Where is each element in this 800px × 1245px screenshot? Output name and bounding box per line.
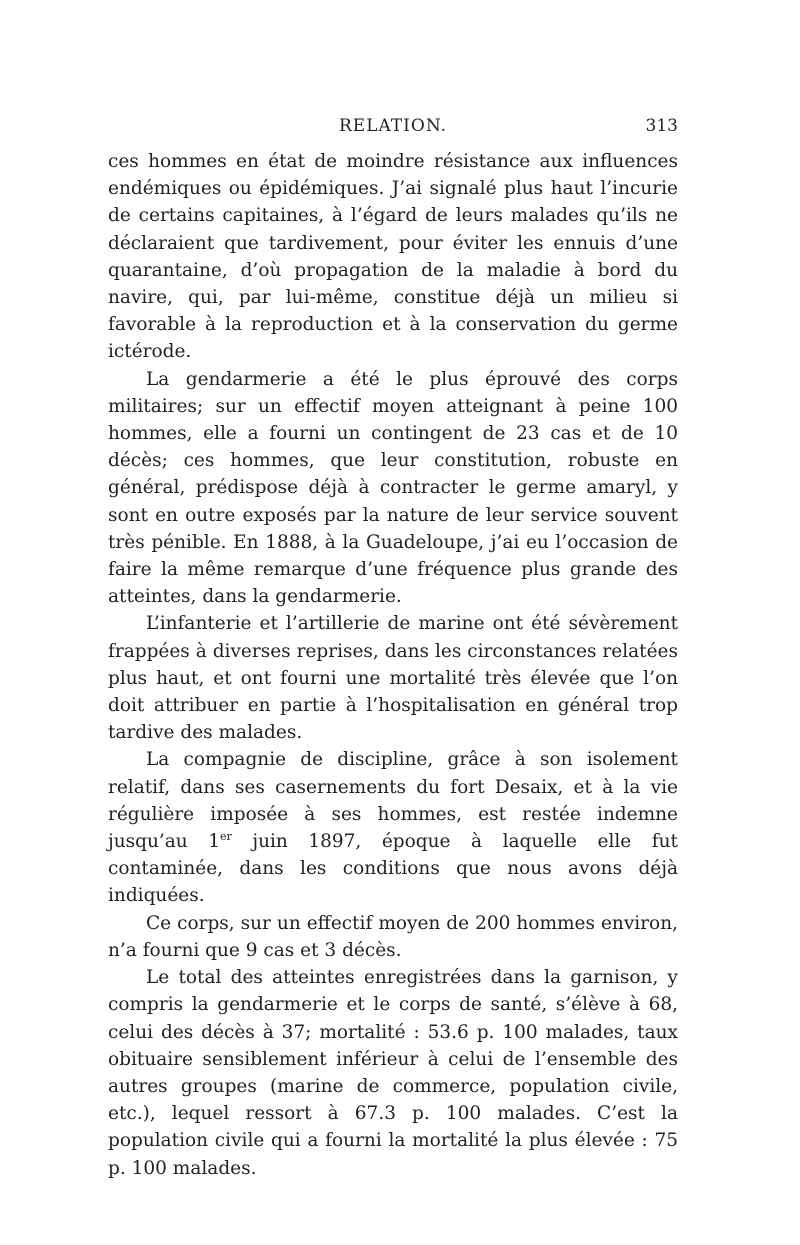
running-head	[108, 116, 678, 140]
body-text	[108, 148, 678, 1182]
paragraph-infanterie: L’infanterie et l’artillerie de marine ont été sévèrement frappées à diverses reprises, dans les circonstances relatées plus haut, et ont fourni une mortalité très élevée que l’on doit attribuer en partie à l’hospitalisation en général trop tardive des malades.	[108, 613, 678, 744]
superscript-ordinal: er	[220, 829, 232, 843]
paragraph-ce-corps: Ce corps, sur un effectif moyen de 200 hommes environ, n’a fourni que 9 cas et 3 décès.	[108, 912, 678, 961]
paragraph-total-atteintes: Le total des atteintes enregistrées dans la garnison, y compris la gendarmerie et le corps de santé, s’élève à 68, celui des décès à 37; mortalité : 53.6 p. 100 malades, taux obituaire sensiblement inférieur à celui de l’ensemble des autres groupes (marine de commerce, population civile, etc.), lequel ressort à 67.3 p. 100 malades. C’est la population civile qui a fourni la mortalité la plus élevée : 75 p. 100 malades.	[108, 967, 678, 1179]
paragraph-text-part: La compagnie de discipline, grâce à son isolement relatif, dans ses casernements du fort Desaix, et à la vie régulière imposée à ses hommes, est restée indemne jusqu’au 1	[108, 749, 678, 853]
paragraph-compagnie-discipline	[108, 746, 678, 909]
running-title: RELATION.	[338, 116, 448, 136]
paragraph-continuation: ces hommes en état de moindre résistance aux influences endémiques ou épidémiques. J’ai signalé plus haut l’incurie de certains capitaines, à l’égard de leurs malades qu’ils ne déclaraient que tardivement, pour éviter les ennuis d’une quarantaine, d’où propagation de la maladie à bord du navire, qui, par lui-même, constitue déjà un milieu si favorable à la reproduction et à la conservation du germe ictérode.	[108, 151, 678, 363]
paragraph-text-part: juin 1897, époque à laquelle elle fut contaminée, dans les conditions que nous avons déjà indiquées.	[108, 831, 678, 907]
paragraph-gendarmerie: La gendarmerie a été le plus éprouvé des corps militaires; sur un effectif moyen atteignant à peine 100 hommes, elle a fourni un contingent de 23 cas et de 10 décès; ces hommes, que leur constitution, robuste en général, prédispose déjà à contracter le germe amaryl, y sont en outre exposés par la nature de leur service souvent très pénible. En 1888, à la Guadeloupe, j’ai eu l’occasion de faire la même remarque d’une fréquence plus grande des atteintes, dans la gendarmerie.	[108, 368, 678, 608]
page-number: 313	[645, 116, 678, 136]
